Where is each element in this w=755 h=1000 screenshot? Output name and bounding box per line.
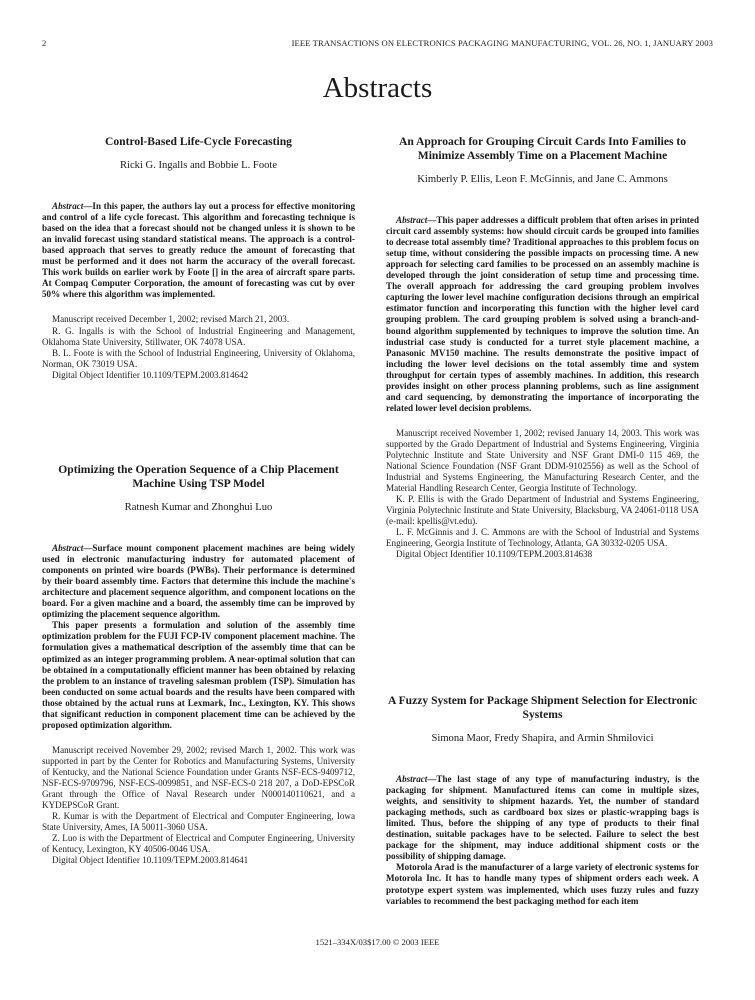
article-authors: Ratnesh Kumar and Zhonghui Luo [124, 502, 273, 513]
abstract-text: —This paper addresses a difficult problem that often arises in printed circuit card assembly systems: how should circuit cards be grouped into families to decrease total assembly time? Traditional approaches to this problem focus on setup time, without considering the possible impacts on processing time. A new approach for selecting card families to be processed on an assembly machine is developed through the joint consideration of setup time and processing time. The overall approach for addressing the card grouping problem involves capturing the lower level machine configuration decisions through an empirical estimator function and incorporating this function with the higher level card grouping problem. The card grouping problem is solved using a branch-and-bound algorithm supplemented by techniques to improve the solution time. An industrial case study is conducted for a turret style placement machine, a Panasonic MV150 machine. The results demonstrate the positive impact of including the lower level decisions on the total assembly time and system throughput for certain types of assembly machines. In addition, this research provides insight on other process planning problems, such as line assignment and card sequencing, by demonstrating the importance of incorporating the related lower level decision problems. [386, 215, 699, 413]
note-manuscript: Manuscript received November 29, 2002; revised March 1, 2002. This work was supported in part by the Center for Robotics and Manufacturing Systems, University of Kentucky, and the National Science Foundation under Grants NSF-ECS-9409712, NSF-ECS-9709796, NSF-ECS-0099851, and NSF-ECS-0 218 207, a DoD-EPSCoR Grant through the Office of Naval Research under N000140110621, and a KYDEPSCoR Grant. [42, 744, 355, 811]
journal-header: IEEE TRANSACTIONS ON ELECTRONICS PACKAGING MANUFACTURING, VOL. 26, NO. 1, JANUARY 2003 [291, 38, 713, 48]
article-title: Optimizing the Operation Sequence of a Chip Placement Machine Using TSP Model [58, 463, 339, 490]
article-abstract [386, 774, 699, 862]
note-affiliation: K. P. Ellis is with the Grado Department of Industrial and Systems Engineering, Virginia Polytechnic Institute and State University, Blacksburg, VA 24061-0118 USA (e-mail: kpellis@vt.edu). [386, 494, 699, 527]
note-affiliation: B. L. Foote is with the School of Industrial Engineering, University of Oklahoma, Norman, OK 73019 USA. [42, 347, 355, 369]
abstract-lead: Abstract [52, 543, 84, 554]
article-abstract [42, 543, 355, 620]
article-title: An Approach for Grouping Circuit Cards Into Families to Minimize Assembly Time on a Placement Machine [398, 135, 687, 162]
abstract-paragraph: Motorola Arad is the manufacturer of a large variety of electronic systems for Motorola Inc. It has to handle many types of shipment orders each week. A prototype expert system was implemented, which uses fuzzy rules and fuzzy variables to recommend the best packaging method for each item [386, 862, 699, 906]
abstract-text: —The last stage of any type of manufacturing industry, is the packaging for shipment. Manufactured items can come in multiple sizes, weights, and sensitivity to shipment hazards. Yet, the number of standard packaging methods, such as cardboard box sizes or plastic-wrapping bags is limited. Thus, before the shipping of any type of products to their final destination, suitable packages have to be selected. Failure to select the best package for the shipment, may induce additional shipment costs or the possibility of shipping damage. [386, 774, 699, 862]
article-title: Control-Based Life-Cycle Forecasting [105, 135, 292, 148]
article-control-based-forecasting [42, 135, 355, 381]
page-number: 2 [42, 38, 47, 48]
page-title: Abstracts [322, 72, 433, 104]
abstract-lead: Abstract [396, 774, 428, 785]
article-fuzzy-package-shipment [386, 694, 699, 907]
note-affiliation: Z. Luo is with the Department of Electrical and Computer Engineering, University of Kentucy, Lexington, KY 40506-0046 USA. [42, 833, 355, 855]
note-doi: Digital Object Identifier 10.1109/TEPM.2003.814638 [396, 549, 593, 560]
note-affiliation: L. F. McGinnis and J. C. Ammons are with the School of Industrial and Systems Engineering, Georgia Institute of Technology, Atlanta, GA 30332-0205 USA. [386, 527, 699, 549]
article-abstract [386, 215, 699, 414]
note-doi: Digital Object Identifier 10.1109/TEPM.2003.814642 [52, 369, 249, 380]
abstract-text: —Surface mount component placement machines are being widely used in electronic manufacturing industry for automated placement of components on printed wire boards (PWBs). Their performance is determined by their board assembly time. Factors that determine this include the machine's architecture and placement sequence algorithm, and component locations on the board. For a given machine and a board, the assembly time can be improved by optimizing the placement sequence algorithm. [42, 543, 355, 620]
note-doi: Digital Object Identifier 10.1109/TEPM.2003.814641 [52, 855, 249, 866]
copyright-footer: 1521–334X/03$17.00 © 2003 IEEE [315, 937, 440, 947]
article-chip-placement-tsp [42, 463, 355, 866]
abstract-paragraph: This paper presents a formulation and solution of the assembly time optimization problem for the FUJI FCP-IV component placement machine. The formulation gives a mathematical description of the assembly time that can be optimized as an integer programming problem. A near-optimal solution that can be obtained in a computationally efficient manner has been obtained by relaxing the problem to an instance of traveling salesman problem (TSP). Simulation has been conducted on some actual boards and the results have been compared with those obtained by the actual runs at Lexmark, Inc., Lexington, KY. This shows that significant reduction in component placement time can be achieved by the proposed optimization algorithm. [42, 620, 355, 730]
article-authors: Ricki G. Ingalls and Bobbie L. Foote [119, 160, 278, 171]
abstract-lead: Abstract [396, 215, 428, 226]
article-notes [42, 314, 355, 380]
article-authors: Simona Maor, Fredy Shapira, and Armin Shmilovici [431, 733, 654, 744]
note-manuscript: Manuscript received November 1, 2002; revised January 14, 2003. This work was supported by the Grado Department of Industrial and Systems Engineering, Virginia Polytechnic Institute and State University and NSF Grant DMI-0 115 469, the National Science Foundation (NSF Grant DDM-9102556) as well as the School of Industrial and Systems Engineering, the Manufacturing Research Center, and the Material Handling Research Center, Georgia Institute of Technology. [386, 427, 699, 494]
article-notes [42, 745, 355, 867]
article-authors: Kimberly P. Ellis, Leon F. McGinnis, and Jane C. Ammons [417, 174, 668, 185]
article-title: A Fuzzy System for Package Shipment Selection for Electronic Systems [387, 694, 698, 721]
abstract-lead: Abstract [52, 201, 84, 212]
running-head [42, 38, 713, 48]
article-abstract [42, 201, 355, 300]
article-notes [386, 428, 699, 561]
abstract-text: —In this paper, the authors lay out a process for effective monitoring and control of a life cycle forecast. This algorithm and forecasting technique is based on the idea that a forecast should not be changed unless it is shown to be an invalid forecast using standard statistical means. The approach is a control-based approach that serves to greatly reduce the amount of forecasting that must be performed and it does not harm the accuracy of the overall forecast. This work builds on earlier work by Foote [] in the area of aircraft spare parts. At Compaq Computer Corporation, the amount of forecasting was cut by over 50% where this algorithm was implemented. [42, 201, 355, 300]
note-affiliation: R. G. Ingalls is with the School of Industrial Engineering and Management, Oklahoma State University, Stillwater, OK 74078 USA. [42, 325, 355, 347]
note-affiliation: R. Kumar is with the Department of Electrical and Computer Engineering, Iowa State University, Ames, IA 50011-3060 USA. [42, 811, 355, 833]
note-manuscript: Manuscript received December 1, 2002; revised March 21, 2003. [52, 314, 290, 325]
article-circuit-card-grouping [386, 135, 699, 560]
